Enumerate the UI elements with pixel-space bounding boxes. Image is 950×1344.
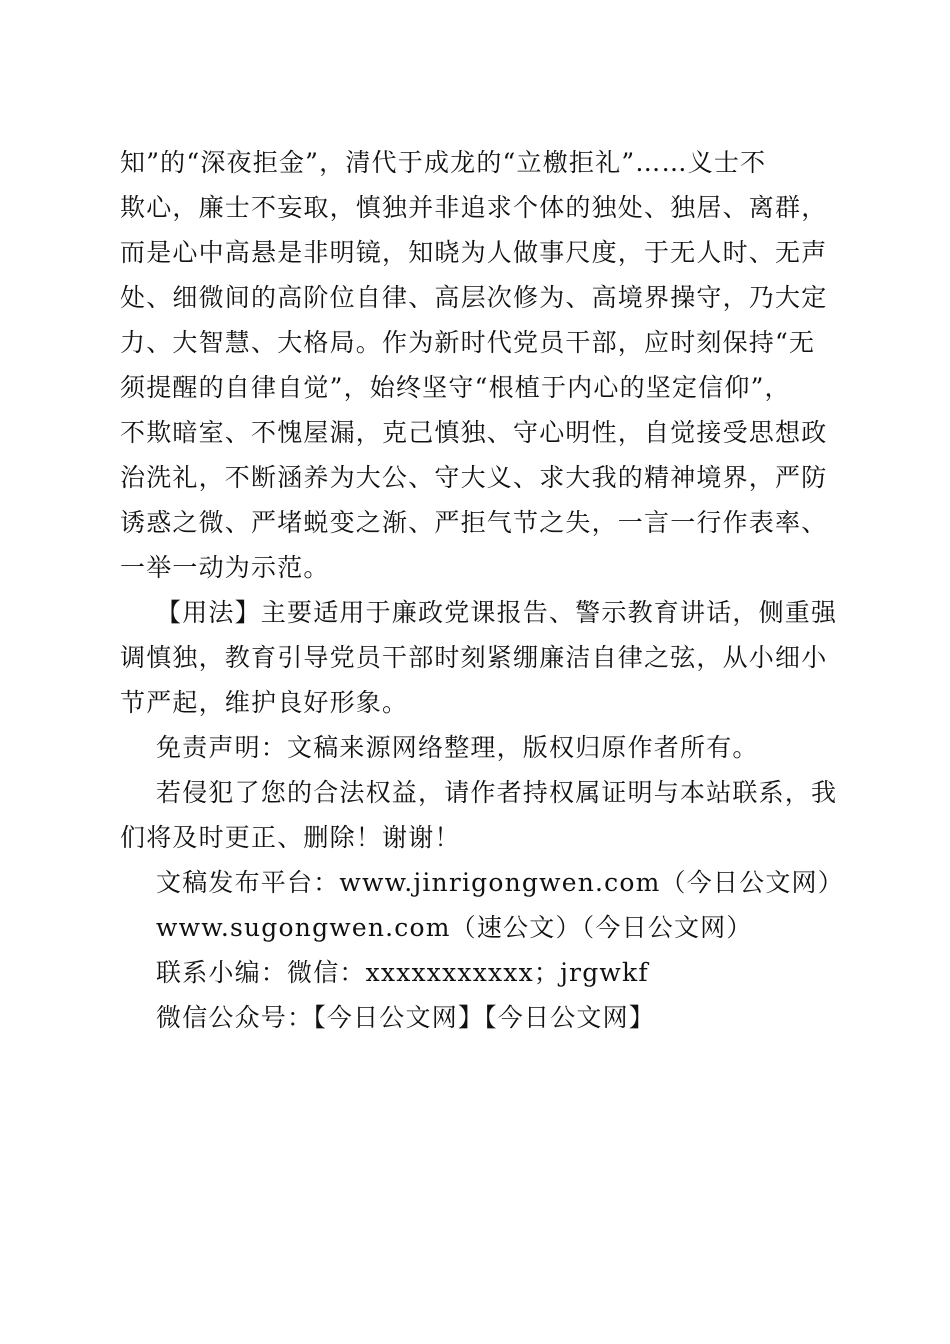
paragraph-line: 力、大智慧、大格局。作为新时代党员干部，应时刻保持“无: [120, 328, 816, 357]
infringement-line: 若侵犯了您的合法权益，请作者持权属证明与本站联系，我: [156, 778, 838, 807]
usage-line: 节严起，维护良好形象。: [120, 688, 409, 717]
paragraph-line: 欺心，廉士不妄取，慎独并非追求个体的独处、独居、离群，: [120, 193, 828, 222]
infringement-paragraph: [120, 770, 838, 860]
paragraph-line: 而是心中高悬是非明镜，知晓为人做事尺度，于无人时、无声: [120, 238, 828, 267]
wechat-account-text: 微信公众号：【今日公文网】【今日公文网】: [156, 1003, 656, 1032]
usage-line: 【用法】主要适用于廉政党课报告、警示教育讲话，侧重强: [156, 598, 838, 627]
paragraph-line: 治洗礼，不断涵养为大公、守大义、求大我的精神境界，严防: [120, 463, 828, 492]
paragraph-line: 不欺暗室、不愧屋漏，克己慎独、守心明性，自觉接受思想政: [120, 418, 828, 447]
document-body: [120, 140, 844, 1040]
paragraph-line: 一举一动为示范。: [120, 553, 330, 582]
main-paragraph: [120, 140, 832, 590]
contact-text: 联系小编：微信：xxxxxxxxxxx；jrgwkf: [156, 958, 649, 987]
disclaimer-text: 免责声明：文稿来源网络整理，版权归原作者所有。: [156, 733, 759, 762]
sugongwen-text: www.sugongwen.com（速公文）（今日公文网）: [156, 913, 753, 942]
paragraph-line: 诱惑之微、严堵蜕变之渐、严拒气节之失，一言一行作表率、: [120, 508, 828, 537]
usage-paragraph: [120, 590, 838, 725]
paragraph-line: 处、细微间的高阶位自律、高层次修为、高境界操守，乃大定: [120, 283, 828, 312]
paragraph-line: 知”的“深夜拒金”，清代于成龙的“立檄拒礼”……义士不: [120, 148, 767, 177]
paragraph-line: 须提醒的自律自觉”，始终坚守“根植于内心的坚定信仰”，: [120, 373, 791, 402]
infringement-line: 们将及时更正、删除！谢谢！: [120, 823, 461, 852]
platform-text: 文稿发布平台：www.jinrigongwen.com（今日公文网）: [156, 868, 844, 897]
usage-line: 调慎独，教育引导党员干部时刻紧绷廉洁自律之弦，从小细小: [120, 643, 828, 672]
